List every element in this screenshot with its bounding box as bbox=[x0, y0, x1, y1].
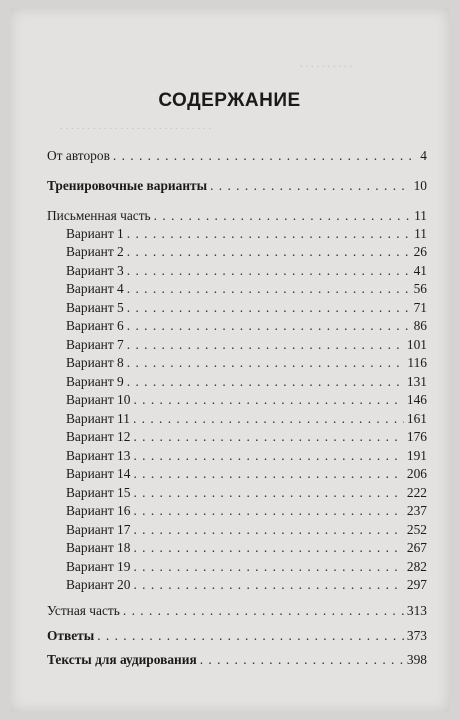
toc-leader-dots bbox=[113, 148, 417, 164]
toc-entry bbox=[66, 577, 427, 593]
toc-entry bbox=[66, 374, 427, 390]
toc-leader-dots bbox=[133, 522, 403, 538]
toc-leader-dots bbox=[133, 411, 404, 427]
toc-leader-dots bbox=[133, 448, 403, 464]
toc-entry-label: Вариант 8 bbox=[66, 355, 124, 370]
toc-entry-label: Вариант 12 bbox=[66, 429, 131, 444]
toc-entry-page-number: 131 bbox=[406, 374, 427, 389]
toc-entry-label: Вариант 13 bbox=[66, 448, 131, 463]
toc-entry bbox=[66, 281, 427, 297]
show-through-text: . . . . . . . . . . . . . . . . . . . . . . . . . . . . bbox=[60, 120, 212, 132]
toc-entry-page-number: 252 bbox=[406, 522, 427, 537]
toc-entry-page-number: 4 bbox=[420, 148, 427, 163]
toc-entry-label: Вариант 7 bbox=[66, 337, 124, 352]
toc-entry-label: Вариант 1 bbox=[66, 226, 124, 241]
toc-leader-dots bbox=[127, 374, 404, 390]
toc-entry-label: Тренировочные варианты bbox=[47, 178, 208, 193]
toc-entry bbox=[66, 244, 427, 260]
toc-entry bbox=[66, 318, 427, 334]
toc-entry bbox=[66, 263, 427, 279]
toc-entry-page-number: 161 bbox=[406, 411, 427, 426]
toc-leader-dots bbox=[127, 355, 405, 371]
toc-entry-page-number: 11 bbox=[414, 226, 427, 241]
toc-entry bbox=[66, 559, 427, 575]
toc-entry-label: Вариант 6 bbox=[66, 318, 124, 333]
page-title: СОДЕРЖАНИЕ bbox=[158, 89, 301, 111]
toc-leader-dots bbox=[127, 318, 411, 334]
toc-entry bbox=[66, 540, 427, 556]
toc-entry-label: Вариант 20 bbox=[66, 577, 131, 592]
toc-leader-dots bbox=[133, 485, 403, 501]
toc-entry-label: Ответы bbox=[47, 628, 95, 643]
show-through-text: . . . . . . . . . . bbox=[300, 58, 353, 70]
toc-entry bbox=[66, 337, 427, 353]
toc-leader-dots bbox=[127, 337, 404, 353]
toc-entry-label: Вариант 4 bbox=[66, 281, 124, 296]
toc-leader-dots bbox=[200, 652, 404, 668]
toc-entry bbox=[47, 178, 427, 194]
toc-entry-page-number: 86 bbox=[413, 318, 427, 333]
toc-entry-label: Вариант 16 bbox=[66, 503, 131, 518]
toc-entry-page-number: 373 bbox=[406, 628, 427, 643]
toc-entry-page-number: 398 bbox=[406, 652, 427, 667]
toc-entry-page-number: 71 bbox=[413, 300, 427, 315]
toc-entry-label: Вариант 14 bbox=[66, 466, 131, 481]
toc-entry bbox=[66, 355, 427, 371]
toc-entry-label: Вариант 3 bbox=[66, 263, 124, 278]
toc-entry-label: Вариант 19 bbox=[66, 559, 131, 574]
toc-entry bbox=[66, 485, 427, 501]
toc-entry-page-number: 11 bbox=[414, 208, 427, 223]
toc-entry bbox=[66, 448, 427, 464]
toc-leader-dots bbox=[133, 540, 403, 556]
toc-entry-page-number: 222 bbox=[406, 485, 427, 500]
toc-entry-page-number: 101 bbox=[406, 337, 427, 352]
toc-entry-label: Устная часть bbox=[47, 603, 120, 618]
toc-leader-dots bbox=[127, 300, 411, 316]
toc-leader-dots bbox=[127, 244, 411, 260]
toc-entry-label: Письменная часть bbox=[47, 208, 151, 223]
toc-leader-dots bbox=[133, 559, 403, 575]
toc-leader-dots bbox=[127, 226, 411, 242]
toc-entry-label: Вариант 18 bbox=[66, 540, 131, 555]
toc-entry-label: Вариант 2 bbox=[66, 244, 124, 259]
toc-entry-page-number: 176 bbox=[406, 429, 427, 444]
toc-entry-page-number: 297 bbox=[406, 577, 427, 592]
toc-entry-label: Вариант 9 bbox=[66, 374, 124, 389]
toc-entry-page-number: 206 bbox=[406, 466, 427, 481]
toc-entry bbox=[66, 429, 427, 445]
toc-leader-dots bbox=[133, 503, 403, 519]
toc-entry-label: Вариант 11 bbox=[66, 411, 130, 426]
toc-entry-label: Вариант 17 bbox=[66, 522, 131, 537]
toc-entry-page-number: 41 bbox=[413, 263, 427, 278]
toc-leader-dots bbox=[123, 603, 404, 619]
toc-leader-dots bbox=[133, 392, 403, 408]
toc-entry bbox=[66, 522, 427, 538]
toc-leader-dots bbox=[210, 178, 411, 194]
toc-leader-dots bbox=[97, 628, 404, 644]
toc-entry-page-number: 26 bbox=[413, 244, 427, 259]
toc-entry bbox=[47, 148, 427, 164]
toc-entry bbox=[47, 652, 427, 668]
toc-entry-label: Вариант 5 bbox=[66, 300, 124, 315]
toc-entry-page-number: 116 bbox=[407, 355, 427, 370]
toc-leader-dots bbox=[133, 466, 403, 482]
toc-leader-dots bbox=[154, 208, 411, 224]
toc-entry-page-number: 10 bbox=[413, 178, 427, 193]
toc-entry-page-number: 267 bbox=[406, 540, 427, 555]
toc-entry bbox=[47, 628, 427, 644]
toc-entry-page-number: 56 bbox=[413, 281, 427, 296]
toc-entry bbox=[66, 411, 427, 427]
toc-entry-page-number: 191 bbox=[406, 448, 427, 463]
toc-entry-label: От авторов bbox=[47, 148, 110, 163]
toc-entry-page-number: 237 bbox=[406, 503, 427, 518]
toc-entry-label: Вариант 10 bbox=[66, 392, 131, 407]
toc-entry-label: Тексты для аудирования bbox=[47, 652, 197, 667]
toc-leader-dots bbox=[133, 577, 403, 593]
toc-entry-label: Вариант 15 bbox=[66, 485, 131, 500]
toc-leader-dots bbox=[127, 281, 411, 297]
toc-leader-dots bbox=[133, 429, 403, 445]
toc-entry bbox=[66, 503, 427, 519]
toc-entry bbox=[66, 300, 427, 316]
toc-entry bbox=[47, 603, 427, 619]
toc-entry bbox=[66, 226, 427, 242]
toc-entry bbox=[66, 392, 427, 408]
toc-entry bbox=[66, 466, 427, 482]
toc-leader-dots bbox=[127, 263, 411, 279]
toc-entry-page-number: 313 bbox=[406, 603, 427, 618]
toc-entry-page-number: 146 bbox=[406, 392, 427, 407]
toc-entry-page-number: 282 bbox=[406, 559, 427, 574]
toc-entry bbox=[47, 208, 427, 224]
